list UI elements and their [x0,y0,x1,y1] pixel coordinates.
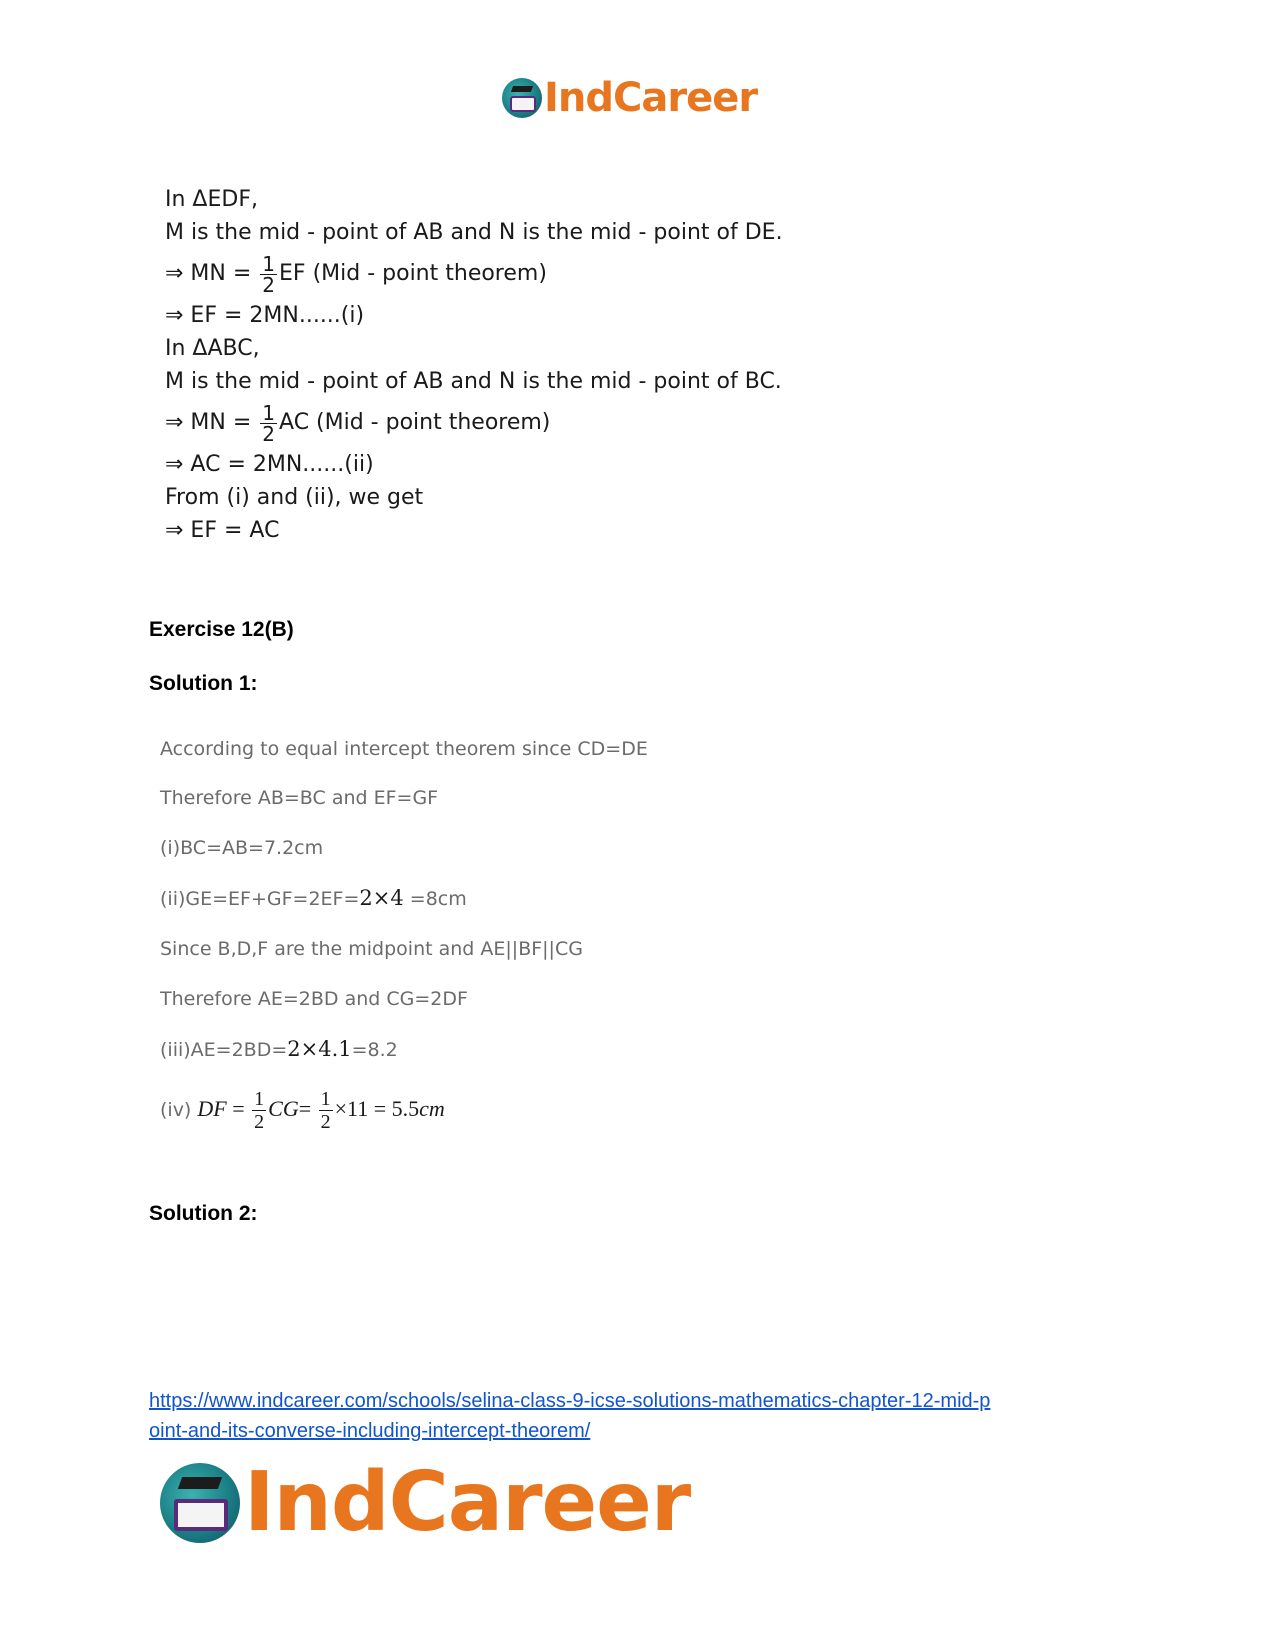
proof-line: From (i) and (ii), we get [165,485,424,510]
header-logo [502,75,758,121]
fraction: $\frac{1}{2}$ [320,1088,331,1133]
proof-line: M is the mid - point of AB and N is the mid - point of BC. [165,369,782,394]
solution-line: (iii)AE=2BD=2×4.1=8.2 [160,1037,398,1061]
source-link[interactable] [149,1386,1109,1446]
fraction: $\frac{1}{2}$ [262,251,276,297]
solution-line: Therefore AE=2BD and CG=2DF [160,988,468,1010]
solution-line: (ii)GE=EF+GF=2EF=2×4 =8cm [160,886,467,910]
graduation-book-icon [502,78,542,118]
logo-text: IndCareer [544,75,758,121]
graduation-book-icon [160,1463,240,1543]
solution-line: Since B,D,F are the midpoint and AE||BF||CG [160,938,583,960]
solution-line: According to equal intercept theorem since CD=DE [160,738,648,760]
source-link-line[interactable]: https://www.indcareer.com/schools/selina-class-9-icse-solutions-mathematics-chapter-12-mid-p [149,1390,991,1412]
proof-line: In ΔEDF, [165,187,258,212]
footer-logo [160,1455,691,1550]
proof-line: ⇒ MN = $\frac{1}{2}$ EF (Mid - point theorem) [165,251,547,297]
solution-line: Therefore AB=BC and EF=GF [160,787,439,809]
source-link-line[interactable]: oint-and-its-converse-including-intercept-theorem/ [149,1420,591,1442]
proof-line: M is the mid - point of AB and N is the mid - point of DE. [165,220,783,245]
solution-1-heading: Solution 1: [149,672,258,695]
solution-2-heading: Solution 2: [149,1202,258,1225]
exercise-heading: Exercise 12(B) [149,618,294,641]
logo-text: IndCareer [244,1455,691,1550]
solution-line: (iv) DF = $\frac{1}{2}$ CG= $\frac{1}{2}$ ×11 = 5.5cm [160,1088,445,1133]
proof-line: ⇒ AC = 2MN......(ii) [165,452,374,477]
fraction: $\frac{1}{2}$ [254,1088,265,1133]
solution-line: (i)BC=AB=7.2cm [160,837,324,859]
proof-line: In ΔABC, [165,336,260,361]
proof-line: ⇒ MN = $\frac{1}{2}$ AC (Mid - point theorem) [165,400,551,446]
fraction: $\frac{1}{2}$ [262,400,276,446]
proof-block [165,183,805,547]
proof-line: ⇒ EF = AC [165,518,280,543]
proof-line: ⇒ EF = 2MN......(i) [165,303,365,328]
